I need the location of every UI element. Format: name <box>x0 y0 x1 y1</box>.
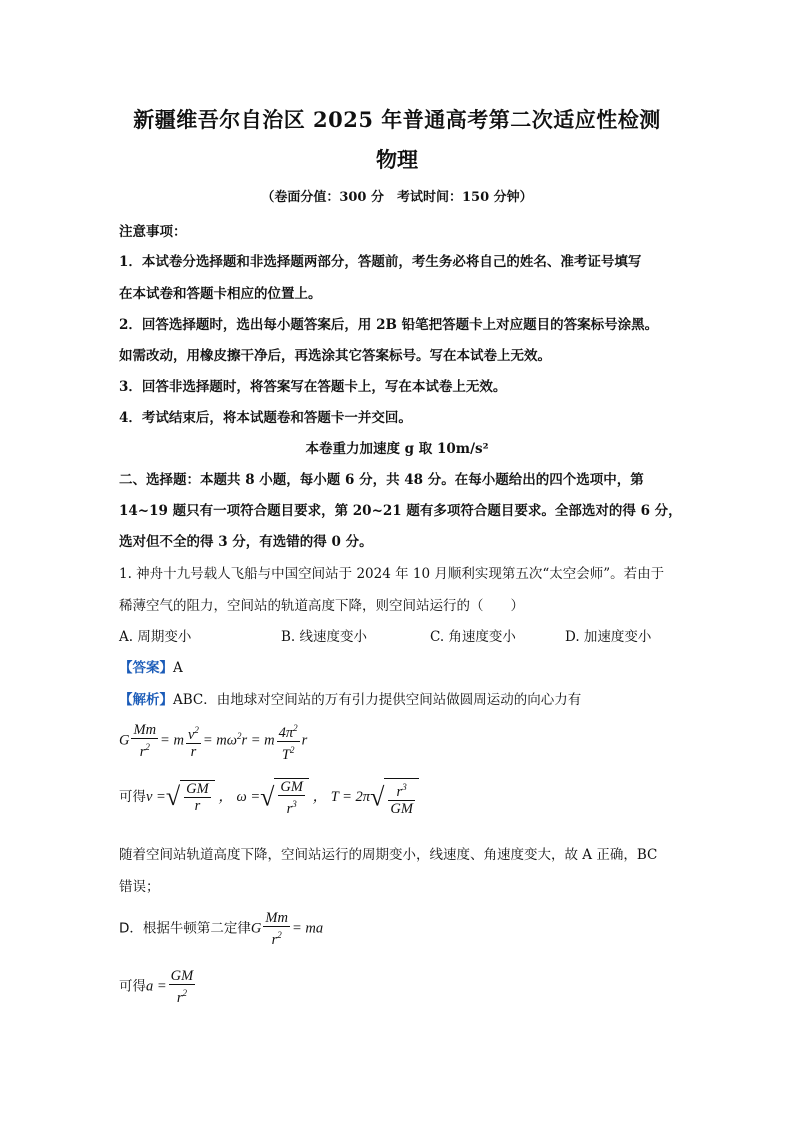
note-line: 3．回答非选择题时，将答案写在答题卡上，写在本试卷上无效。 <box>119 379 507 395</box>
equation-newton: D．根据牛顿第二定律G $\frac{Mm}{r^2}$ = ma <box>119 910 324 948</box>
note-line: 4．考试结束后，将本试题卷和答题卡一并交回。 <box>119 410 412 426</box>
option-d-analysis: D．根据牛顿第二定律 <box>119 920 251 937</box>
equation-results: 可得v =√ $\frac{GM}{r}$ ， ω =√ $\frac{GM}{r^3}$ ， T = 2π√ $\frac{r^3}{GM}$ <box>119 778 419 817</box>
equation-acceleration: 可得a = $\frac{GM}{r^2}$ <box>119 968 194 1006</box>
kede-label-2: 可得 <box>119 978 146 995</box>
exam-info: （卷面分值：300 分 考试时间：150 分钟） <box>261 190 533 205</box>
note-line: 在本试卷和答题卡相应的位置上。 <box>119 286 322 302</box>
question-stem: 稀薄空气的阻力，空间站的轨道高度下降，则空间站运行的（ ） <box>119 598 524 614</box>
analysis-conclusion: 随着空间站轨道高度下降，空间站运行的周期变小，线速度、角速度变大，故 A 正确，BC <box>119 847 658 863</box>
analysis-conclusion: 错误； <box>119 879 160 895</box>
answer-value: A <box>173 660 183 676</box>
note-line: 2．回答选择题时，选出每小题答案后，用 2B 铅笔把答题卡上对应题目的答案标号涂黑。 <box>119 317 659 333</box>
option-b: B. 线速度变小 <box>281 629 368 645</box>
option-c: C. 角速度变小 <box>430 629 516 645</box>
option-list <box>119 625 679 645</box>
option-d: D. 加速度变小 <box>565 629 652 645</box>
notes-heading: 注意事项： <box>119 224 187 240</box>
analysis-text: ABC．由地球对空间站的万有引力提供空间站做圆周运动的向心力有 <box>173 692 582 708</box>
analysis-line <box>119 688 679 708</box>
equation-gravity-centripetal: G $\frac{Mm}{r^2}$ = m $\frac{v^2}{r}$ = $m\omega^2r = m$ $\frac{4\pi^2}{T^2}$ r <box>119 720 307 763</box>
answer-line <box>119 656 679 676</box>
exam-title: 新疆维吾尔自治区 2025 年普通高考第二次适应性检测 <box>133 107 661 132</box>
note-line: 如需改动，用橡皮擦干净后，再选涂其它答案标号。写在本试卷上无效。 <box>119 348 551 364</box>
section-line: 选对但不全的得 3 分，有选错的得 0 分。 <box>119 534 373 550</box>
gravity-note: 本卷重力加速度 g 取 10m/s² <box>305 441 489 457</box>
section-line: 二、选择题：本题共 8 小题，每小题 6 分，共 48 分。在每小题给出的四个选项中，第 <box>119 472 644 488</box>
question-stem: 1. 神舟十九号载人飞船与中国空间站于 2024 年 10 月顺利实现第五次“太空会师”。若由于 <box>119 566 665 582</box>
section-line: 14~19 题只有一项符合题目要求，第 20~21 题有多项符合题目要求。全部选对的得 6 分， <box>119 503 682 519</box>
subject-title: 物理 <box>376 147 418 172</box>
answer-label: 【答案】 <box>119 660 173 676</box>
option-a: A. 周期变小 <box>119 629 192 645</box>
analysis-label: 【解析】 <box>119 692 173 708</box>
kede-label: 可得 <box>119 788 146 805</box>
note-line: 1．本试卷分选择题和非选择题两部分，答题前，考生务必将自己的姓名、准考证号填写 <box>119 254 642 270</box>
